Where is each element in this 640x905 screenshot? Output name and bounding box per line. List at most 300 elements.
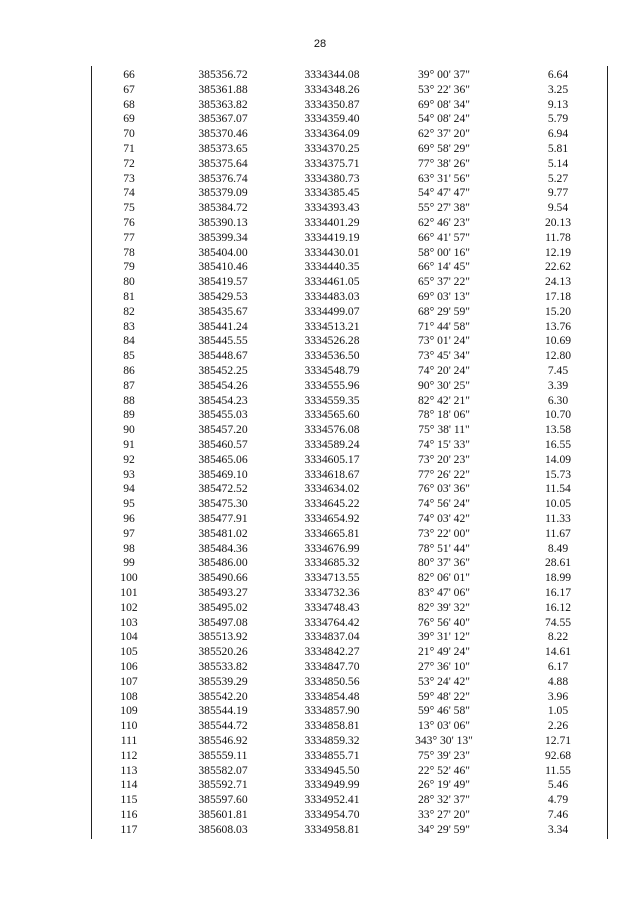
- bearing-cell: 343° 30' 13": [415, 734, 473, 747]
- point-number-cell: 92: [123, 452, 135, 466]
- point-number-cell: 97: [123, 526, 135, 540]
- point-number-cell: 78: [123, 245, 135, 259]
- point-number-cell: 82: [123, 304, 135, 318]
- table-row: [92, 645, 607, 660]
- bearing-cell: 75° 39' 23": [417, 748, 471, 762]
- bearing-cell: 39° 00' 37": [417, 68, 471, 81]
- point-number-cell: 104: [120, 630, 138, 644]
- easting-cell: 385454.26: [198, 378, 248, 392]
- bearing-cell: 74° 56' 24": [417, 497, 471, 511]
- distance-cell: 7.46: [547, 808, 569, 821]
- bearing-cell: 26° 19' 49": [417, 778, 471, 792]
- distance-cell: 15.20: [544, 304, 572, 318]
- northing-cell: 3334958.81: [304, 822, 360, 836]
- northing-cell: 3334526.28: [304, 334, 360, 348]
- point-number-cell: 95: [123, 497, 135, 511]
- table-row: [92, 586, 607, 601]
- table-row: [92, 601, 607, 616]
- easting-cell: 385497.08: [198, 615, 248, 629]
- northing-cell: 3334380.73: [304, 171, 360, 185]
- table-row: [92, 527, 607, 542]
- northing-cell: 3334748.43: [304, 600, 360, 614]
- point-number-cell: 108: [120, 689, 138, 703]
- northing-cell: 3334348.26: [304, 82, 360, 96]
- bearing-cell: 80° 37' 36": [417, 556, 471, 570]
- northing-cell: 3334576.08: [304, 423, 360, 437]
- northing-cell: 3334344.08: [304, 68, 360, 81]
- table-row: [92, 497, 607, 512]
- easting-cell: 385419.57: [198, 275, 248, 289]
- distance-cell: 11.54: [545, 482, 571, 496]
- distance-cell: 5.14: [547, 156, 569, 170]
- table-row: [92, 320, 607, 335]
- point-number-cell: 90: [123, 423, 135, 437]
- point-number-cell: 101: [120, 586, 138, 599]
- table-row: [92, 246, 607, 261]
- easting-cell: 385370.46: [198, 127, 248, 141]
- distance-cell: 4.88: [547, 674, 569, 688]
- point-number-cell: 117: [120, 822, 138, 836]
- point-number-cell: 76: [123, 216, 135, 229]
- bearing-cell: 28° 32' 37": [417, 793, 471, 807]
- point-number-cell: 80: [123, 275, 135, 289]
- point-number-cell: 69: [123, 112, 135, 126]
- point-number-cell: 89: [123, 408, 135, 422]
- table-row: [92, 749, 607, 764]
- distance-cell: 10.70: [544, 408, 572, 422]
- easting-cell: 385477.91: [198, 512, 248, 525]
- bearing-cell: 59° 48' 22": [417, 689, 471, 703]
- easting-cell: 385544.19: [198, 704, 248, 718]
- table-row: [92, 423, 607, 438]
- bearing-cell: 69° 08' 34": [417, 97, 471, 111]
- table-row: [92, 778, 607, 793]
- northing-cell: 3334685.32: [304, 556, 360, 570]
- easting-cell: 385608.03: [198, 822, 248, 836]
- northing-cell: 3334364.09: [304, 127, 360, 141]
- distance-cell: 15.73: [544, 467, 572, 481]
- bearing-cell: 77° 26' 22": [417, 467, 471, 481]
- easting-cell: 385486.00: [198, 556, 248, 570]
- distance-cell: 5.79: [547, 112, 569, 126]
- northing-cell: 3334370.25: [304, 142, 360, 155]
- bearing-cell: 53° 24' 42": [417, 674, 471, 688]
- northing-cell: 3334665.81: [304, 526, 360, 540]
- point-number-cell: 77: [123, 230, 135, 244]
- table-row: [92, 542, 607, 557]
- table-row: [92, 379, 607, 394]
- distance-cell: 10.05: [544, 497, 572, 511]
- distance-cell: 2.26: [547, 719, 569, 733]
- distance-cell: 16.55: [544, 438, 572, 451]
- easting-cell: 385484.36: [198, 541, 248, 555]
- distance-cell: 7.45: [547, 364, 569, 377]
- northing-cell: 3334764.42: [304, 615, 360, 629]
- northing-cell: 3334555.96: [304, 378, 360, 392]
- northing-cell: 3334855.71: [304, 748, 360, 762]
- point-number-cell: 72: [123, 156, 135, 170]
- point-number-cell: 115: [120, 793, 138, 807]
- northing-cell: 3334440.35: [304, 260, 360, 274]
- bearing-cell: 82° 42' 21": [417, 393, 471, 407]
- bearing-cell: 34° 29' 59": [417, 822, 471, 836]
- point-number-cell: 81: [123, 290, 135, 303]
- point-number-cell: 88: [123, 393, 135, 407]
- easting-cell: 385495.02: [198, 600, 248, 614]
- distance-cell: 5.81: [547, 142, 569, 155]
- bearing-cell: 66° 14' 45": [417, 260, 471, 274]
- northing-cell: 3334847.70: [304, 660, 360, 673]
- distance-cell: 6.94: [547, 127, 569, 141]
- northing-cell: 3334559.35: [304, 393, 360, 407]
- point-number-cell: 103: [120, 615, 138, 629]
- distance-cell: 13.58: [544, 423, 572, 437]
- distance-cell: 5.46: [547, 778, 569, 792]
- northing-cell: 3334565.60: [304, 408, 360, 422]
- bearing-cell: 54° 47' 47": [417, 186, 471, 200]
- distance-cell: 16.12: [544, 600, 572, 614]
- easting-cell: 385441.24: [198, 319, 248, 333]
- easting-cell: 385356.72: [198, 68, 248, 81]
- northing-cell: 3334419.19: [304, 230, 360, 244]
- table-row: [92, 512, 607, 527]
- table-row: [92, 408, 607, 423]
- easting-cell: 385373.65: [198, 142, 248, 155]
- northing-cell: 3334401.29: [304, 216, 360, 229]
- easting-cell: 385384.72: [198, 201, 248, 215]
- bearing-cell: 66° 41' 57": [417, 230, 471, 244]
- bearing-cell: 73° 45' 34": [417, 349, 471, 363]
- distance-cell: 74.55: [544, 615, 572, 629]
- point-number-cell: 99: [123, 556, 135, 570]
- easting-cell: 385455.03: [198, 408, 248, 422]
- table-row: [92, 290, 607, 305]
- easting-cell: 385361.88: [198, 82, 248, 96]
- easting-cell: 385472.52: [198, 482, 248, 496]
- bearing-cell: 73° 22' 00": [417, 526, 471, 540]
- bearing-cell: 55° 27' 38": [417, 201, 471, 215]
- easting-cell: 385367.07: [198, 112, 248, 126]
- bearing-cell: 13° 03' 06": [417, 719, 471, 733]
- table-row: [92, 83, 607, 98]
- bearing-cell: 54° 08' 24": [417, 112, 471, 126]
- distance-cell: 1.05: [547, 704, 569, 718]
- easting-cell: 385375.64: [198, 156, 248, 170]
- bearing-cell: 83° 47' 06": [417, 586, 471, 599]
- distance-cell: 3.25: [547, 82, 569, 96]
- bearing-cell: 21° 49' 24": [417, 645, 471, 659]
- table-row: [92, 275, 607, 290]
- table-row: [92, 571, 607, 586]
- easting-cell: 385457.20: [198, 423, 248, 437]
- easting-cell: 385404.00: [198, 245, 248, 259]
- table-row: [92, 616, 607, 631]
- bearing-cell: 53° 22' 36": [417, 82, 471, 96]
- easting-cell: 385435.67: [198, 304, 248, 318]
- table-row: [92, 112, 607, 127]
- distance-cell: 5.27: [547, 171, 569, 185]
- point-number-cell: 84: [123, 334, 135, 348]
- northing-cell: 3334842.27: [304, 645, 360, 659]
- easting-cell: 385399.34: [198, 230, 248, 244]
- easting-cell: 385445.55: [198, 334, 248, 348]
- northing-cell: 3334618.67: [304, 467, 360, 481]
- northing-cell: 3334857.90: [304, 704, 360, 718]
- distance-cell: 8.49: [547, 541, 569, 555]
- distance-cell: 12.71: [544, 734, 572, 747]
- bearing-cell: 69° 58' 29": [417, 142, 471, 155]
- table-row: [92, 334, 607, 349]
- bearing-cell: 77° 38' 26": [417, 156, 471, 170]
- distance-cell: 3.34: [547, 822, 569, 836]
- bearing-cell: 69° 03' 13": [417, 290, 471, 303]
- distance-cell: 11.78: [545, 230, 571, 244]
- point-number-cell: 75: [123, 201, 135, 215]
- easting-cell: 385379.09: [198, 186, 248, 200]
- northing-cell: 3334732.36: [304, 586, 360, 599]
- bearing-cell: 62° 37' 20": [417, 127, 471, 141]
- point-number-cell: 66: [123, 68, 135, 81]
- easting-cell: 385454.23: [198, 393, 248, 407]
- easting-cell: 385592.71: [198, 778, 248, 792]
- easting-cell: 385363.82: [198, 97, 248, 111]
- point-number-cell: 74: [123, 186, 135, 200]
- bearing-cell: 90° 30' 25": [417, 378, 471, 392]
- table-row: [92, 482, 607, 497]
- northing-cell: 3334385.45: [304, 186, 360, 200]
- distance-cell: 16.17: [544, 586, 572, 599]
- distance-cell: 3.96: [547, 689, 569, 703]
- northing-cell: 3334375.71: [304, 156, 360, 170]
- point-number-cell: 106: [120, 660, 138, 673]
- easting-cell: 385448.67: [198, 349, 248, 363]
- northing-cell: 3334359.40: [304, 112, 360, 126]
- easting-cell: 385539.29: [198, 674, 248, 688]
- bearing-cell: 39° 31' 12": [417, 630, 471, 644]
- point-number-cell: 91: [123, 438, 135, 451]
- northing-cell: 3334430.01: [304, 245, 360, 259]
- table-row: [92, 675, 607, 690]
- easting-cell: 385582.07: [198, 763, 248, 777]
- distance-cell: 9.77: [547, 186, 569, 200]
- point-number-cell: 109: [120, 704, 138, 718]
- distance-cell: 24.13: [544, 275, 572, 289]
- table-row: [92, 704, 607, 719]
- northing-cell: 3334952.41: [304, 793, 360, 807]
- table-row: [92, 98, 607, 113]
- point-number-cell: 110: [120, 719, 138, 733]
- point-number-cell: 87: [123, 378, 135, 392]
- easting-cell: 385460.57: [198, 438, 248, 451]
- point-number-cell: 113: [120, 763, 138, 777]
- bearing-cell: 76° 56' 40": [417, 615, 471, 629]
- distance-cell: 92.68: [544, 748, 572, 762]
- point-number-cell: 116: [120, 808, 138, 821]
- distance-cell: 9.13: [547, 97, 569, 111]
- northing-cell: 3334513.21: [304, 319, 360, 333]
- distance-cell: 22.62: [544, 260, 572, 274]
- table-row: [92, 453, 607, 468]
- easting-cell: 385481.02: [198, 526, 248, 540]
- page-number: 28: [313, 38, 327, 50]
- easting-cell: 385469.10: [198, 467, 248, 481]
- easting-cell: 385544.72: [198, 719, 248, 733]
- bearing-cell: 78° 51' 44": [417, 541, 471, 555]
- table-row: [92, 823, 607, 838]
- easting-cell: 385429.53: [198, 290, 248, 303]
- point-number-cell: 83: [123, 319, 135, 333]
- northing-cell: 3334713.55: [304, 571, 360, 585]
- northing-cell: 3334536.50: [304, 349, 360, 363]
- table-row: [92, 438, 607, 453]
- bearing-cell: 82° 39' 32": [417, 600, 471, 614]
- table-row: [92, 231, 607, 246]
- point-number-cell: 112: [120, 748, 138, 762]
- distance-cell: 28.61: [544, 556, 572, 570]
- easting-cell: 385542.20: [198, 689, 248, 703]
- distance-cell: 11.33: [545, 512, 571, 525]
- point-number-cell: 111: [120, 734, 138, 747]
- table-row: [92, 201, 607, 216]
- northing-cell: 3334548.79: [304, 364, 360, 377]
- bearing-cell: 75° 38' 11": [418, 423, 470, 437]
- distance-cell: 12.80: [544, 349, 572, 363]
- bearing-cell: 27° 36' 10": [417, 660, 471, 673]
- point-number-cell: 105: [120, 645, 138, 659]
- bearing-cell: 74° 15' 33": [417, 438, 471, 451]
- easting-cell: 385376.74: [198, 171, 248, 185]
- table-row: [92, 364, 607, 379]
- distance-cell: 12.19: [544, 245, 572, 259]
- northing-cell: 3334589.24: [304, 438, 360, 451]
- bearing-cell: 76° 03' 36": [417, 482, 471, 496]
- distance-cell: 6.64: [547, 68, 569, 81]
- northing-cell: 3334393.43: [304, 201, 360, 215]
- table-row: [92, 660, 607, 675]
- table-row: [92, 186, 607, 201]
- point-number-cell: 96: [123, 512, 135, 525]
- bearing-cell: 33° 27' 20": [417, 808, 471, 821]
- northing-cell: 3334954.70: [304, 808, 360, 821]
- distance-cell: 9.54: [547, 201, 569, 215]
- northing-cell: 3334350.87: [304, 97, 360, 111]
- northing-cell: 3334605.17: [304, 452, 360, 466]
- easting-cell: 385493.27: [198, 586, 248, 599]
- point-number-cell: 94: [123, 482, 135, 496]
- easting-cell: 385452.25: [198, 364, 248, 377]
- point-number-cell: 93: [123, 467, 135, 481]
- table-row: [92, 630, 607, 645]
- table-row: [92, 216, 607, 231]
- bearing-cell: 62° 46' 23": [417, 216, 471, 229]
- point-number-cell: 100: [120, 571, 138, 585]
- easting-cell: 385475.30: [198, 497, 248, 511]
- northing-cell: 3334837.04: [304, 630, 360, 644]
- easting-cell: 385546.92: [198, 734, 248, 747]
- northing-cell: 3334676.99: [304, 541, 360, 555]
- northing-cell: 3334850.56: [304, 674, 360, 688]
- table-row: [92, 690, 607, 705]
- point-number-cell: 85: [123, 349, 135, 363]
- northing-cell: 3334483.03: [304, 290, 360, 303]
- easting-cell: 385533.82: [198, 660, 248, 673]
- table-row: [92, 349, 607, 364]
- table-row: [92, 260, 607, 275]
- table-row: [92, 142, 607, 157]
- point-number-cell: 73: [123, 171, 135, 185]
- table-row: [92, 468, 607, 483]
- coordinate-table: [91, 66, 608, 839]
- northing-cell: 3334859.32: [304, 734, 360, 747]
- point-number-cell: 71: [123, 142, 135, 155]
- distance-cell: 17.18: [544, 290, 572, 303]
- distance-cell: 20.13: [544, 216, 572, 229]
- easting-cell: 385465.06: [198, 452, 248, 466]
- table-row: [92, 793, 607, 808]
- distance-cell: 6.30: [547, 393, 569, 407]
- point-number-cell: 86: [123, 364, 135, 377]
- bearing-cell: 59° 46' 58": [417, 704, 471, 718]
- bearing-cell: 73° 20' 23": [417, 452, 471, 466]
- easting-cell: 385559.11: [198, 748, 248, 762]
- table-row: [92, 556, 607, 571]
- easting-cell: 385410.46: [198, 260, 248, 274]
- distance-cell: 4.79: [547, 793, 569, 807]
- bearing-cell: 65° 37' 22": [417, 275, 471, 289]
- distance-cell: 11.55: [545, 763, 571, 777]
- northing-cell: 3334499.07: [304, 304, 360, 318]
- bearing-cell: 78° 18' 06": [417, 408, 471, 422]
- bearing-cell: 71° 44' 58": [417, 319, 471, 333]
- bearing-cell: 68° 29' 59": [417, 304, 471, 318]
- point-number-cell: 98: [123, 541, 135, 555]
- point-number-cell: 68: [123, 97, 135, 111]
- point-number-cell: 107: [120, 674, 138, 688]
- table-row: [92, 157, 607, 172]
- northing-cell: 3334854.48: [304, 689, 360, 703]
- easting-cell: 385597.60: [198, 793, 248, 807]
- distance-cell: 14.61: [544, 645, 572, 659]
- bearing-cell: 58° 00' 16": [417, 245, 471, 259]
- distance-cell: 11.67: [545, 526, 571, 540]
- bearing-cell: 63° 31' 56": [417, 171, 471, 185]
- distance-cell: 8.22: [547, 630, 569, 644]
- distance-cell: 3.39: [547, 378, 569, 392]
- distance-cell: 13.76: [544, 319, 572, 333]
- point-number-cell: 79: [123, 260, 135, 274]
- easting-cell: 385520.26: [198, 645, 248, 659]
- bearing-cell: 74° 20' 24": [417, 364, 471, 377]
- table-row: [92, 305, 607, 320]
- table-row: [92, 808, 607, 823]
- easting-cell: 385601.81: [198, 808, 248, 821]
- table-row: [92, 734, 607, 749]
- bearing-cell: 73° 01' 24": [417, 334, 471, 348]
- table-row: [92, 68, 607, 83]
- distance-cell: 18.99: [544, 571, 572, 585]
- northing-cell: 3334945.50: [304, 763, 360, 777]
- point-number-cell: 114: [120, 778, 138, 792]
- table-row: [92, 764, 607, 779]
- easting-cell: 385513.92: [198, 630, 248, 644]
- point-number-cell: 102: [120, 600, 138, 614]
- northing-cell: 3334949.99: [304, 778, 360, 792]
- point-number-cell: 67: [123, 82, 135, 96]
- table-row: [92, 172, 607, 187]
- northing-cell: 3334645.22: [304, 497, 360, 511]
- easting-cell: 385390.13: [198, 216, 248, 229]
- table-row: [92, 127, 607, 142]
